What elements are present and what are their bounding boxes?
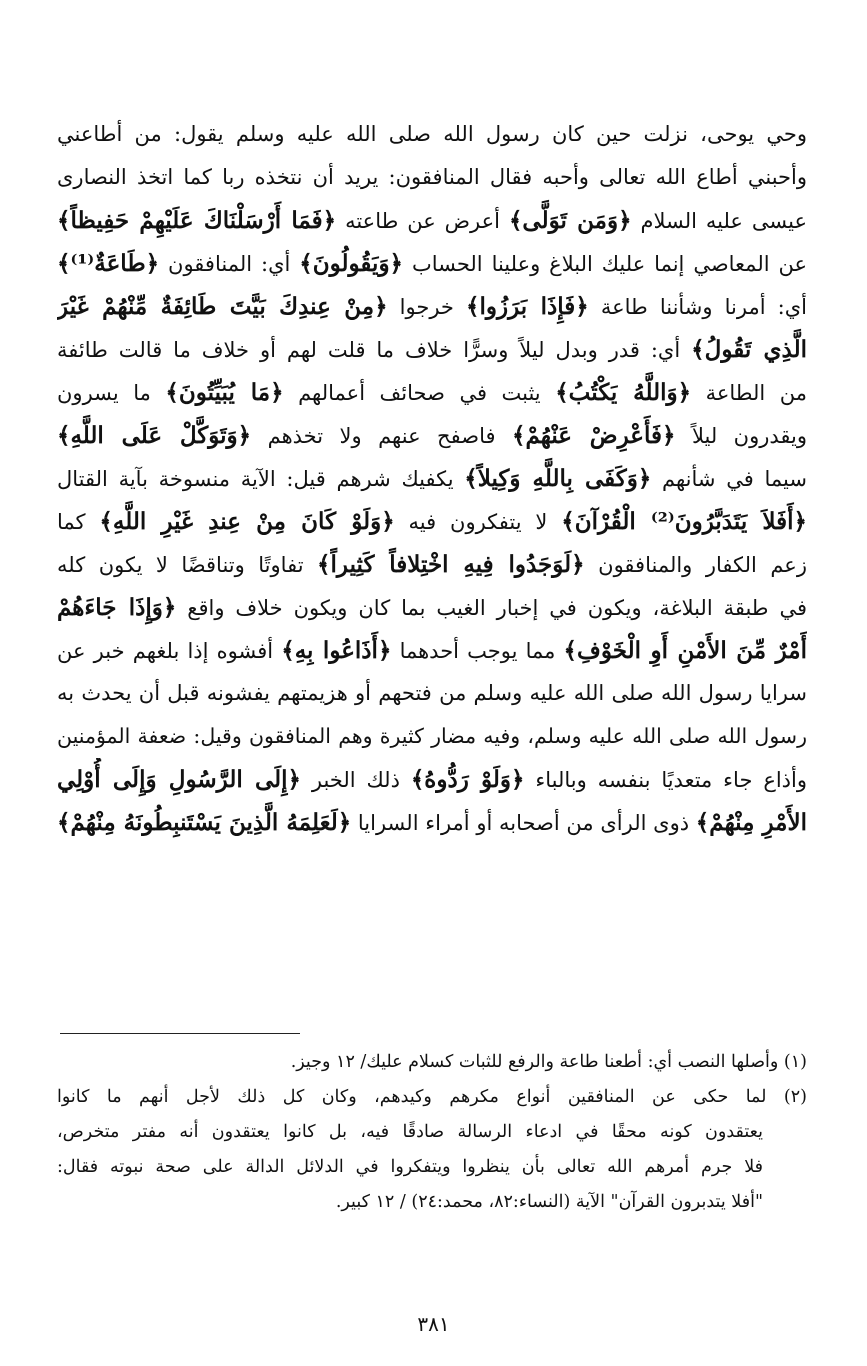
- commentary-text: وحي يوحى، نزلت حين كان رسول الله صلى الله عليه وسلم يقول: من أطاعني: [57, 122, 807, 146]
- text-line: [57, 371, 807, 414]
- commentary-text: زعم الكفار والمنافقون: [584, 553, 807, 577]
- quran-verse: ﴿لَعَلِمَهُ الَّذِينَ يَسْتَنبِطُونَهُ مِنْهُمْ﴾: [57, 809, 352, 836]
- commentary-text: كما: [57, 510, 100, 534]
- quran-verse: ﴿طَاعَةٌ⁽¹⁾﴾: [57, 250, 160, 277]
- commentary-text: في طبقة البلاغة، ويكون في إخبار الغيب بما كان ويكون خلاف واقع: [176, 596, 807, 620]
- commentary-text: من الطاعة: [691, 381, 807, 405]
- main-text-block: [57, 113, 807, 844]
- text-line: [57, 500, 807, 543]
- quran-verse: ﴿إِلَى الرَّسُولِ وَإِلَى أُوْلِي: [57, 766, 301, 793]
- commentary-text: وأحبني أطاع الله تعالى وأحبه فقال المنافقون: يريد أن نتخذه ربا كما اتخذ النصارى: [57, 165, 807, 189]
- text-line: [57, 457, 807, 500]
- quran-verse: ﴿وَإِذَا جَاءَهُمْ: [57, 594, 177, 621]
- commentary-text: مما يوجب أحدهما: [391, 639, 564, 663]
- text-line: [57, 156, 807, 199]
- quran-verse: ﴿وَلَوْ كَانَ مِنْ عِندِ غَيْرِ اللَّهِ﴾: [99, 508, 395, 535]
- quran-verse: ﴿أَذَاعُوا بِهِ﴾: [281, 637, 392, 664]
- commentary-text: يكفيك شرهم قيل: الآية منسوخة بآية القتال: [57, 467, 465, 491]
- commentary-text: أي: المنافقون: [159, 252, 300, 276]
- text-line: [57, 715, 807, 758]
- footnote-line: يعتقدون كونه محقًا في ادعاء الرسالة صادقًا فيه، بل كانوا يعتقدون أنه مفتر متخرص،: [57, 1122, 763, 1142]
- text-line: [57, 801, 807, 844]
- quran-verse: ﴿مِنْ عِندِكَ بَيَّتَ طَائِفَةٌ مِّنْهُمْ غَيْرَ: [57, 293, 388, 320]
- commentary-text: أفشوه إذا بلغهم خبر عن: [57, 639, 282, 663]
- quran-verse: ﴿وَاللَّهُ يَكْتُبُ﴾: [555, 379, 692, 406]
- commentary-text: أي: أمرنا وشأننا طاعة: [588, 295, 807, 319]
- commentary-text: فاصفح عنهم ولا تخذهم: [251, 424, 512, 448]
- footnote-separator: [60, 1033, 300, 1034]
- commentary-text: أي: قدر وبدل ليلاً وسرًّا خلاف ما قلت لهم أو خلاف ما قالت طائفة: [57, 338, 692, 362]
- commentary-text: يثبت في صحائف أعمالهم: [283, 381, 556, 405]
- quran-verse: الَّذِي تَقُولُ﴾: [691, 336, 807, 363]
- commentary-text: خرجوا: [387, 295, 467, 319]
- footnotes-block: [57, 1045, 807, 1220]
- text-line: [57, 672, 807, 715]
- quran-verse: ﴿وَكَفَى بِاللَّهِ وَكِيلاً﴾: [464, 465, 652, 492]
- quran-verse: ﴿فَأَعْرِضْ عَنْهُمْ﴾: [511, 422, 676, 449]
- footnote-line: (٢) لما حكى عن المنافقين أنواع مكرهم وكيدهم، وكان كل ذلك لأجل أنهم ما كانوا: [57, 1087, 807, 1107]
- text-line: [57, 758, 807, 801]
- commentary-text: ويقدرون ليلاً: [675, 424, 807, 448]
- text-line: [57, 328, 807, 371]
- quran-verse: ﴿وَمَن تَوَلَّى﴾: [508, 207, 632, 234]
- text-line: [57, 629, 807, 672]
- commentary-text: سرايا رسول الله صلى الله عليه وسلم من فتحهم أو هزيمتهم يفشونه قبل أن يحدث به: [57, 681, 807, 705]
- commentary-text: أعرض عن طاعته: [336, 209, 509, 233]
- quran-verse: ﴿مَا يُبَيِّتُونَ﴾: [165, 379, 284, 406]
- quran-verse: ﴿فَمَا أَرْسَلْنَاكَ عَلَيْهِمْ حَفِيظاً﴾: [57, 207, 337, 234]
- text-line: [57, 242, 807, 285]
- quran-verse: الأَمْرِ مِنْهُمْ﴾: [695, 809, 807, 836]
- quran-verse: ﴿لَوَجَدُوا فِيهِ اخْتِلافاً كَثِيراً﴾: [317, 551, 585, 578]
- page-number: ٣٨١: [417, 1312, 450, 1336]
- quran-verse: ﴿فَإِذَا بَرَزُوا﴾: [466, 293, 589, 320]
- commentary-text: ذوى الرأى من أصحابه أو أمراء السرايا: [351, 811, 696, 835]
- text-line: [57, 543, 807, 586]
- text-line: [57, 285, 807, 328]
- quran-verse: ﴿وَلَوْ رَدُّوهُ﴾: [410, 766, 525, 793]
- quran-verse: ﴿وَتَوَكَّلْ عَلَى اللَّهِ﴾: [57, 422, 252, 449]
- footnote-line: "أفلا يتدبرون القرآن" الآية (النساء:٨٢، محمد:٢٤) / ١٢ كبير.: [335, 1192, 763, 1212]
- quran-verse: أَمْرٌ مِّنَ الأَمْنِ أَوِ الْخَوْفِ﴾: [563, 637, 807, 664]
- commentary-text: سيما في شأنهم: [651, 467, 807, 491]
- quran-verse: ﴿أَفَلاَ يَتَدَبَّرُونَ⁽²⁾ الْقُرْآنَ﴾: [561, 508, 807, 535]
- commentary-text: تفاوتًا وتناقضًا لا يكون كله: [57, 553, 318, 577]
- commentary-text: لا يتفكرون فيه: [394, 510, 562, 534]
- commentary-text: عيسى عليه السلام: [631, 209, 807, 233]
- footnote-line: فلا جرم أمرهم الله تعالى بأن ينظروا ويتفكروا في الدلائل الدالة على صحة نبوته فقال:: [57, 1157, 763, 1177]
- text-line: [57, 199, 807, 242]
- text-line: [57, 113, 807, 156]
- quran-verse: ﴿وَيَقُولُونَ﴾: [299, 250, 404, 277]
- commentary-text: رسول الله صلى الله عليه وسلم، وفيه مضار كثيرة وهم المنافقون وقيل: ضعفة المؤمنين: [57, 724, 807, 748]
- footnote-line: (١) وأصلها النصب أي: أطعنا طاعة والرفع للثبات كسلام عليك/ ١٢ وجيز.: [290, 1052, 807, 1072]
- commentary-text: وأذاع جاء متعديًا بنفسه وبالباء: [524, 768, 807, 792]
- commentary-text: عن المعاصي إنما عليك البلاغ وعلينا الحساب: [403, 252, 807, 276]
- commentary-text: ما يسرون: [57, 381, 166, 405]
- text-line: [57, 414, 807, 457]
- text-line: [57, 586, 807, 629]
- commentary-text: ذلك الخبر: [301, 768, 411, 792]
